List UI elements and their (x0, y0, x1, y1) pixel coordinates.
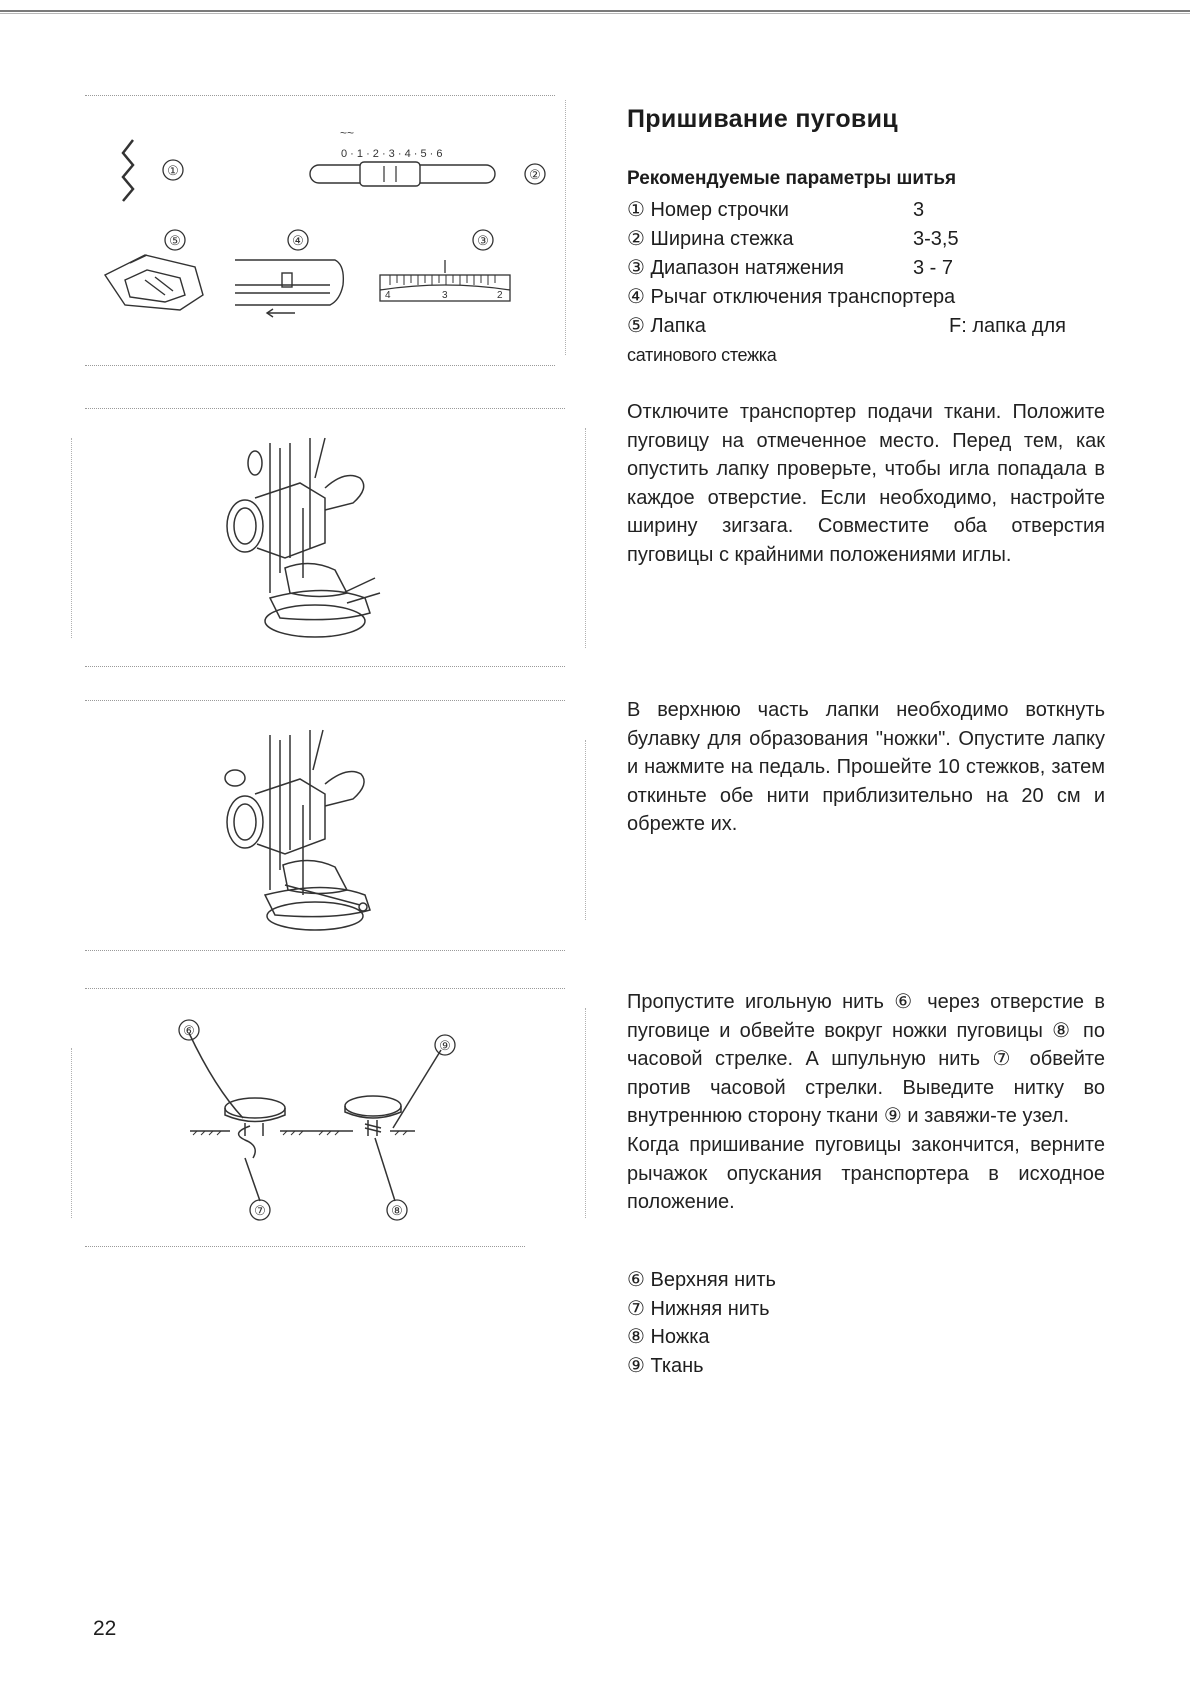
thread-winding-figure (85, 988, 575, 1250)
param-label: ④ Рычаг отключения транспортера (627, 286, 956, 308)
paragraph-text: В верхнюю часть лапки необходимо воткнуть булавку для образования "ножки". Опустите лапку и нажмите на педаль. Прошейте 10 стежков, затем откиньте обе нити приблизительно на 20 см и обрежте их. (627, 699, 1105, 836)
top-rule-secondary (0, 13, 1190, 14)
instruction-paragraph-1 (627, 398, 1105, 570)
svg-text:~~: ~~ (340, 126, 355, 140)
paragraph-text: Когда пришивание пуговицы закончится, верните рычажок опускания транспортера в исходное положение. (627, 1133, 1105, 1214)
settings-list (627, 196, 1067, 370)
param-label: ⑤ Лапка (627, 315, 706, 337)
param-value: 3-3,5 (913, 228, 959, 250)
param-row (627, 196, 1067, 225)
marker-3: ③ (477, 233, 489, 248)
legend-item: ⑧ Ножка (627, 1326, 710, 1348)
button-placement-figure (85, 408, 575, 670)
thread-legend (627, 1266, 776, 1380)
marker-4: ④ (292, 233, 304, 248)
width-scale: 0 · 1 · 2 · 3 · 4 · 5 · 6 (341, 148, 443, 160)
page-number: 22 (93, 1617, 117, 1640)
tension-label-4: 4 (385, 290, 391, 301)
param-continuation: сатинового стежка (627, 345, 777, 365)
legend-item: ⑨ Ткань (627, 1354, 704, 1377)
pin-shank-figure (85, 700, 575, 955)
marker-5: ⑤ (169, 233, 181, 248)
tension-label-2: 2 (497, 290, 503, 301)
paragraph-text: Пропустите игольную нить ⑥ через отверстие в пуговице и обвейте вокруг ножки пуговицы ⑧ по часовой стрелке. А шпульную нить ⑦ обвейте против часовой стрелки. Выведите нитку во внутреннюю сторону ткани ⑨ и завяжи-те узел. (627, 991, 1105, 1128)
legend-item: ⑦ Нижняя нить (627, 1297, 770, 1320)
param-label: ① Номер строчки (627, 199, 789, 221)
legend-item: ⑥ Верхняя нить (627, 1269, 776, 1291)
feed-lever-icon (235, 260, 343, 317)
instruction-paragraph-2 (627, 696, 1105, 839)
settings-illustration (85, 95, 575, 370)
paragraph-text: Отключите транспортер подачи ткани. Положите пуговицу на отмеченное место. Перед тем, как опустить лапку проверьте, чтобы игла попадала в каждое отверстие. Если необходимо, настройте ширину зигзага. Совместите оба отверстия пуговицы с крайними положениями иглы. (627, 401, 1105, 566)
marker-1: ① (167, 163, 179, 178)
settings-figure (85, 95, 575, 370)
param-row (627, 254, 1067, 283)
param-row (627, 312, 1067, 341)
top-rule (0, 10, 1190, 12)
param-value: F: лапка для (949, 315, 1066, 337)
marker-9: ⑨ (439, 1038, 451, 1053)
width-slider-knob (360, 162, 420, 186)
zigzag-stitch-icon (123, 140, 133, 201)
page-title: Пришивание пуговиц (627, 105, 898, 133)
marker-2: ② (529, 167, 541, 182)
pin-shank-illustration (85, 700, 575, 955)
instruction-paragraph-3 (627, 988, 1105, 1217)
marker-7: ⑦ (254, 1203, 266, 1218)
button-thread-diagram (85, 988, 575, 1250)
param-row (627, 225, 1067, 254)
param-label: ③ Диапазон натяжения (627, 257, 844, 279)
param-value: 3 - 7 (913, 257, 954, 279)
section-subtitle: Рекомендуемые параметры шитья (627, 168, 957, 189)
param-label: ② Ширина стежка (627, 228, 794, 250)
presser-foot-icon (105, 255, 203, 310)
tension-label-3: 3 (442, 290, 448, 301)
param-row (627, 283, 1067, 312)
marker-6: ⑥ (183, 1023, 195, 1038)
presser-foot-button-illustration (85, 408, 575, 670)
param-value: 3 (913, 199, 925, 221)
marker-8: ⑧ (391, 1203, 403, 1218)
